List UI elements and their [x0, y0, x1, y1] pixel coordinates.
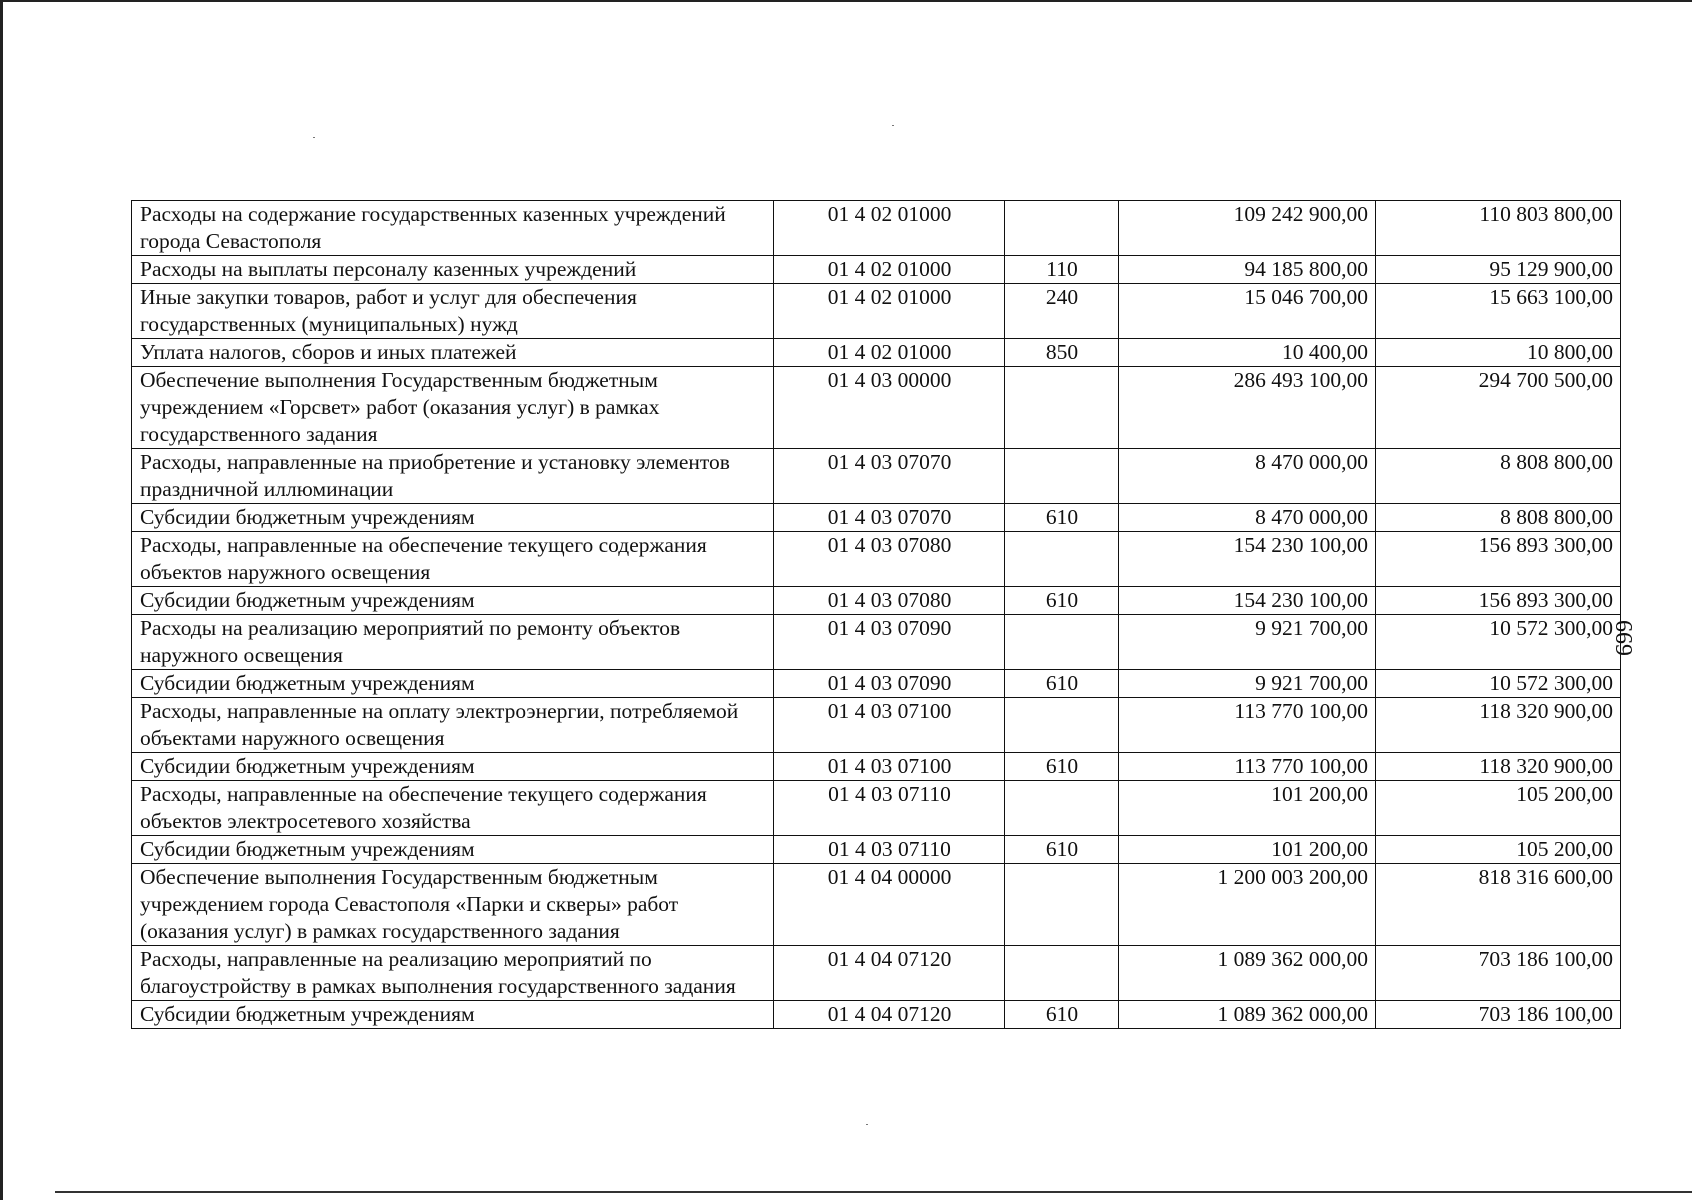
target-code-cell: 01 4 02 01000	[774, 284, 1005, 339]
amount-year1-cell: 154 230 100,00	[1119, 587, 1376, 615]
amount-year2-cell: 110 803 800,00	[1376, 201, 1621, 256]
expense-name-cell: Субсидии бюджетным учреждениям	[132, 1001, 774, 1029]
table-row	[132, 504, 1621, 532]
expense-type-cell: 610	[1005, 753, 1119, 781]
amount-year1-cell: 9 921 700,00	[1119, 670, 1376, 698]
expense-name-cell: Уплата налогов, сборов и иных платежей	[132, 339, 774, 367]
target-code-cell: 01 4 03 07070	[774, 504, 1005, 532]
expense-type-cell	[1005, 615, 1119, 670]
expense-type-cell	[1005, 946, 1119, 1001]
table-row	[132, 201, 1621, 256]
amount-year2-cell: 95 129 900,00	[1376, 256, 1621, 284]
table-row	[132, 367, 1621, 449]
expense-type-cell: 850	[1005, 339, 1119, 367]
expense-name-cell: Субсидии бюджетным учреждениям	[132, 670, 774, 698]
table-row	[132, 1001, 1621, 1029]
table-row	[132, 753, 1621, 781]
amount-year2-cell: 10 800,00	[1376, 339, 1621, 367]
scan-speck	[313, 137, 315, 138]
target-code-cell: 01 4 03 00000	[774, 367, 1005, 449]
expense-name-cell: Расходы, направленные на реализацию мероприятий по благоустройству в рамках выполнения государственного задания	[132, 946, 774, 1001]
table-row	[132, 449, 1621, 504]
scan-speck	[866, 1124, 868, 1125]
target-code-cell: 01 4 03 07080	[774, 587, 1005, 615]
amount-year1-cell: 8 470 000,00	[1119, 449, 1376, 504]
expense-type-cell: 110	[1005, 256, 1119, 284]
amount-year2-cell: 703 186 100,00	[1376, 946, 1621, 1001]
amount-year2-cell: 294 700 500,00	[1376, 367, 1621, 449]
amount-year2-cell: 8 808 800,00	[1376, 449, 1621, 504]
expense-name-cell: Субсидии бюджетным учреждениям	[132, 587, 774, 615]
amount-year2-cell: 8 808 800,00	[1376, 504, 1621, 532]
expense-type-cell	[1005, 367, 1119, 449]
amount-year2-cell: 10 572 300,00	[1376, 670, 1621, 698]
target-code-cell: 01 4 04 00000	[774, 864, 1005, 946]
scan-border-bottom	[55, 1191, 1692, 1193]
target-code-cell: 01 4 03 07110	[774, 781, 1005, 836]
target-code-cell: 01 4 03 07090	[774, 670, 1005, 698]
table-row	[132, 532, 1621, 587]
scan-speck	[892, 125, 894, 126]
table-row	[132, 615, 1621, 670]
expense-type-cell: 610	[1005, 670, 1119, 698]
expense-type-cell: 240	[1005, 284, 1119, 339]
expense-name-cell: Расходы, направленные на приобретение и установку элементов праздничной иллюминации	[132, 449, 774, 504]
amount-year2-cell: 105 200,00	[1376, 836, 1621, 864]
amount-year1-cell: 101 200,00	[1119, 836, 1376, 864]
amount-year1-cell: 94 185 800,00	[1119, 256, 1376, 284]
amount-year1-cell: 1 089 362 000,00	[1119, 1001, 1376, 1029]
target-code-cell: 01 4 04 07120	[774, 1001, 1005, 1029]
target-code-cell: 01 4 02 01000	[774, 201, 1005, 256]
expense-name-cell: Обеспечение выполнения Государственным бюджетным учреждением города Севастополя «Парки и скверы» работ (оказания услуг) в рамках государственного задания	[132, 864, 774, 946]
expense-name-cell: Обеспечение выполнения Государственным бюджетным учреждением «Горсвет» работ (оказания услуг) в рамках государственного задания	[132, 367, 774, 449]
budget-table	[131, 200, 1621, 1029]
expense-type-cell	[1005, 449, 1119, 504]
budget-table-body	[132, 201, 1621, 1029]
amount-year2-cell: 156 893 300,00	[1376, 532, 1621, 587]
amount-year1-cell: 1 089 362 000,00	[1119, 946, 1376, 1001]
table-row	[132, 781, 1621, 836]
table-row	[132, 284, 1621, 339]
scan-border-left	[0, 0, 3, 1200]
amount-year1-cell: 154 230 100,00	[1119, 532, 1376, 587]
table-row	[132, 339, 1621, 367]
scan-border-top	[0, 0, 1692, 2]
amount-year2-cell: 15 663 100,00	[1376, 284, 1621, 339]
expense-type-cell: 610	[1005, 587, 1119, 615]
amount-year1-cell: 1 200 003 200,00	[1119, 864, 1376, 946]
target-code-cell: 01 4 04 07120	[774, 946, 1005, 1001]
expense-name-cell: Субсидии бюджетным учреждениям	[132, 504, 774, 532]
table-row	[132, 836, 1621, 864]
target-code-cell: 01 4 03 07090	[774, 615, 1005, 670]
amount-year1-cell: 8 470 000,00	[1119, 504, 1376, 532]
expense-name-cell: Расходы, направленные на обеспечение текущего содержания объектов электросетевого хозяйства	[132, 781, 774, 836]
target-code-cell: 01 4 03 07100	[774, 698, 1005, 753]
amount-year2-cell: 118 320 900,00	[1376, 753, 1621, 781]
amount-year2-cell: 105 200,00	[1376, 781, 1621, 836]
amount-year1-cell: 113 770 100,00	[1119, 698, 1376, 753]
expense-name-cell: Расходы на реализацию мероприятий по ремонту объектов наружного освещения	[132, 615, 774, 670]
table-row	[132, 864, 1621, 946]
expense-type-cell: 610	[1005, 504, 1119, 532]
expense-name-cell: Иные закупки товаров, работ и услуг для обеспечения государственных (муниципальных) нужд	[132, 284, 774, 339]
expense-name-cell: Субсидии бюджетным учреждениям	[132, 753, 774, 781]
amount-year2-cell: 818 316 600,00	[1376, 864, 1621, 946]
expense-type-cell	[1005, 864, 1119, 946]
target-code-cell: 01 4 03 07070	[774, 449, 1005, 504]
page-number: 669	[1610, 620, 1636, 656]
expense-name-cell: Расходы, направленные на оплату электроэнергии, потребляемой объектами наружного освещения	[132, 698, 774, 753]
amount-year2-cell: 118 320 900,00	[1376, 698, 1621, 753]
amount-year2-cell: 156 893 300,00	[1376, 587, 1621, 615]
target-code-cell: 01 4 02 01000	[774, 256, 1005, 284]
amount-year1-cell: 10 400,00	[1119, 339, 1376, 367]
expense-type-cell	[1005, 201, 1119, 256]
table-row	[132, 587, 1621, 615]
amount-year2-cell: 703 186 100,00	[1376, 1001, 1621, 1029]
expense-type-cell: 610	[1005, 836, 1119, 864]
amount-year1-cell: 109 242 900,00	[1119, 201, 1376, 256]
expense-name-cell: Расходы, направленные на обеспечение текущего содержания объектов наружного освещения	[132, 532, 774, 587]
expense-name-cell: Расходы на содержание государственных казенных учреждений города Севастополя	[132, 201, 774, 256]
amount-year1-cell: 101 200,00	[1119, 781, 1376, 836]
table-row	[132, 698, 1621, 753]
amount-year1-cell: 9 921 700,00	[1119, 615, 1376, 670]
table-row	[132, 670, 1621, 698]
table-row	[132, 256, 1621, 284]
expense-type-cell	[1005, 781, 1119, 836]
amount-year1-cell: 113 770 100,00	[1119, 753, 1376, 781]
amount-year2-cell: 10 572 300,00	[1376, 615, 1621, 670]
target-code-cell: 01 4 03 07080	[774, 532, 1005, 587]
target-code-cell: 01 4 03 07110	[774, 836, 1005, 864]
table-row	[132, 946, 1621, 1001]
expense-type-cell: 610	[1005, 1001, 1119, 1029]
amount-year1-cell: 15 046 700,00	[1119, 284, 1376, 339]
expense-name-cell: Расходы на выплаты персоналу казенных учреждений	[132, 256, 774, 284]
expense-type-cell	[1005, 532, 1119, 587]
expense-name-cell: Субсидии бюджетным учреждениям	[132, 836, 774, 864]
expense-type-cell	[1005, 698, 1119, 753]
target-code-cell: 01 4 02 01000	[774, 339, 1005, 367]
target-code-cell: 01 4 03 07100	[774, 753, 1005, 781]
amount-year1-cell: 286 493 100,00	[1119, 367, 1376, 449]
